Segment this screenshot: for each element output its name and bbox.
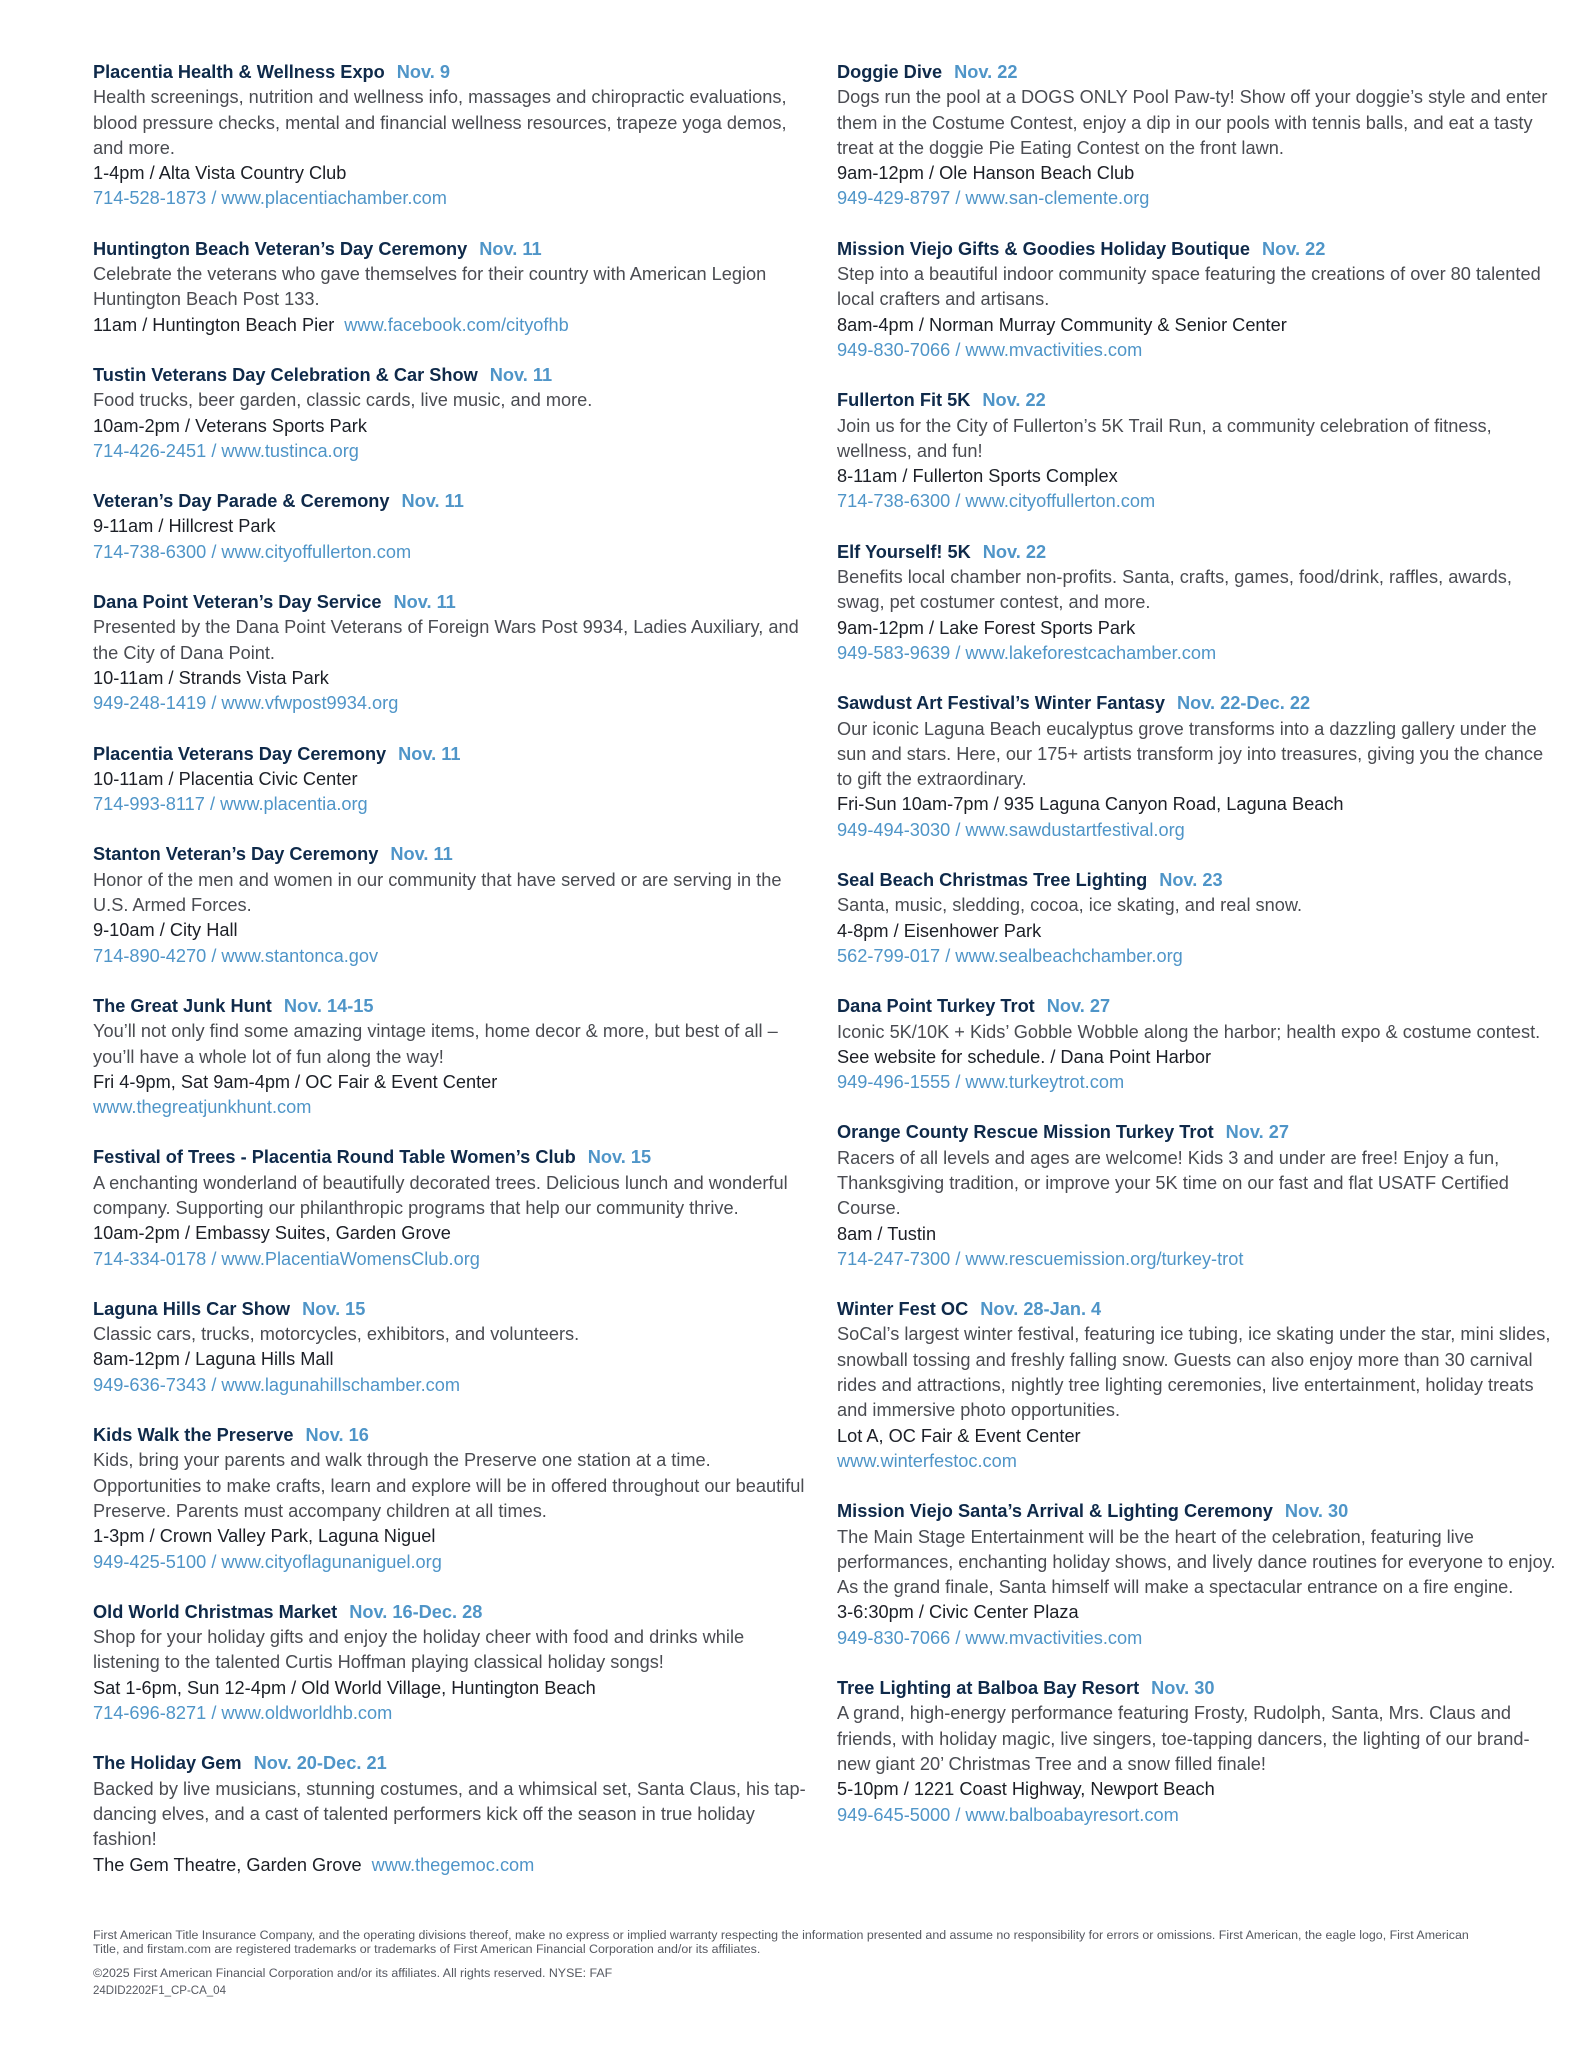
event-time-location bbox=[837, 1777, 1557, 1802]
event-contact-link[interactable]: 949-425-5100 / www.cityoflagunaniguel.org bbox=[93, 1551, 442, 1572]
event-description: You’ll not only find some amazing vintage items, home decor & more, but best of all – you’ll have a whole lot of fun along the way! bbox=[93, 1021, 778, 1067]
event-date: Nov. 14-15 bbox=[283, 995, 374, 1016]
event-heading bbox=[93, 1600, 810, 1625]
event-info-text: 8am-12pm / Laguna Hills Mall bbox=[93, 1349, 334, 1370]
event-info-text: 9am-12pm / Ole Hanson Beach Club bbox=[837, 163, 1135, 184]
footer-disclaimer: First American Title Insurance Company, and the operating divisions thereof, make no express or implied warranty respecting the information presented and assume no responsibility for errors or omissions. First American, the eagle logo, First American Title, and firstam.com are registered trademarks or trademarks of First American Financial Corporation and/or its affiliates. bbox=[93, 1928, 1469, 1956]
event-contact-link[interactable]: 714-993-8117 / www.placentia.org bbox=[93, 794, 368, 815]
event-title: The Great Junk Hunt bbox=[93, 995, 272, 1016]
event-title: Orange County Rescue Mission Turkey Trot bbox=[837, 1122, 1214, 1143]
event-time-location bbox=[837, 616, 1557, 641]
event-title: Kids Walk the Preserve bbox=[93, 1425, 294, 1446]
event-title: Mission Viejo Gifts & Goodies Holiday Boutique bbox=[837, 238, 1250, 259]
event-item bbox=[93, 590, 810, 716]
event-info-text: 5-10pm / 1221 Coast Highway, Newport Beach bbox=[837, 1779, 1215, 1800]
footer bbox=[93, 1928, 1493, 2008]
event-description: Join us for the City of Fullerton’s 5K Trail Run, a community celebration of fitness, wellness, and fun! bbox=[837, 415, 1492, 461]
event-info-text: 9-11am / Hillcrest Park bbox=[93, 516, 276, 537]
event-contact-link[interactable]: 949-636-7343 / www.lagunahillschamber.com bbox=[93, 1374, 460, 1395]
event-title: Placentia Health & Wellness Expo bbox=[93, 62, 385, 82]
event-description: Shop for your holiday gifts and enjoy the holiday cheer with food and drinks while listening to the talented Curtis Hoffman playing classical holiday songs! bbox=[93, 1627, 745, 1673]
event-description: Celebrate the veterans who gave themselves for their country with American Legion Huntington Beach Post 133. bbox=[93, 264, 767, 310]
event-info-text: 4-8pm / Eisenhower Park bbox=[837, 920, 1042, 941]
event-item bbox=[837, 1499, 1557, 1651]
event-title: Dana Point Turkey Trot bbox=[837, 996, 1035, 1017]
event-date: Nov. 16 bbox=[305, 1425, 369, 1446]
event-date: Nov. 30 bbox=[1284, 1501, 1349, 1522]
event-time-location bbox=[93, 313, 810, 338]
event-description: A enchanting wonderland of beautifully decorated trees. Delicious lunch and wonderful company. Supporting our philanthropic programs that help our community thrive. bbox=[93, 1172, 788, 1218]
event-info-text: 9am-12pm / Lake Forest Sports Park bbox=[837, 617, 1136, 638]
event-time-location bbox=[93, 1524, 810, 1549]
event-title: Tustin Veterans Day Celebration & Car Show bbox=[93, 364, 478, 385]
event-title: Winter Fest OC bbox=[837, 1299, 969, 1320]
left-column bbox=[93, 60, 810, 1903]
event-item bbox=[837, 237, 1557, 363]
event-heading bbox=[837, 388, 1557, 413]
event-description: SoCal’s largest winter festival, featuring ice tubing, ice skating under the star, mini slides, snowball tossing and freshly falling snow. Guests can also enjoy more than 30 carnival rides and attractions, nightly tree lighting ceremonies, live entertainment, holiday treats and immersive photo opportunities. bbox=[837, 1324, 1551, 1421]
event-title: The Holiday Gem bbox=[93, 1753, 242, 1774]
event-description: Presented by the Dana Point Veterans of Foreign Wars Post 9934, Ladies Auxiliary, and the City of Dana Point. bbox=[93, 617, 799, 663]
event-time-location bbox=[93, 1676, 810, 1701]
event-item bbox=[93, 994, 810, 1120]
event-date: Nov. 22 bbox=[1261, 238, 1326, 259]
event-description: Benefits local chamber non-profits. Santa, crafts, games, food/drink, raffles, awards, swag, pet costumer contest, and more. bbox=[837, 567, 1512, 613]
event-item bbox=[93, 60, 810, 212]
event-contact-link[interactable]: 949-429-8797 / www.san-clemente.org bbox=[837, 188, 1150, 209]
event-date: Nov. 16-Dec. 28 bbox=[349, 1601, 483, 1622]
event-time-location bbox=[93, 161, 810, 186]
event-info-text: Sat 1-6pm, Sun 12-4pm / Old World Village, Huntington Beach bbox=[93, 1677, 596, 1698]
event-heading bbox=[93, 1297, 810, 1322]
event-title: Elf Yourself! 5K bbox=[837, 541, 971, 562]
event-contact-link[interactable]: 714-426-2451 / www.tustinca.org bbox=[93, 440, 359, 461]
event-contact-link[interactable]: 714-890-4270 / www.stantonca.gov bbox=[93, 945, 379, 966]
event-item bbox=[837, 994, 1557, 1095]
event-contact-link[interactable]: 949-645-5000 / www.balboabayresort.com bbox=[837, 1804, 1179, 1825]
event-date: Nov. 30 bbox=[1151, 1678, 1215, 1699]
event-info-text: See website for schedule. / Dana Point Harbor bbox=[837, 1046, 1212, 1067]
event-contact-link[interactable]: 949-496-1555 / www.turkeytrot.com bbox=[837, 1072, 1125, 1093]
event-description: Dogs run the pool at a DOGS ONLY Pool Paw-ty! Show off your doggie’s style and enter them in the Costume Contest, enjoy a dip in our pools with tennis balls, and eat a tasty treat at the doggie Pie Eating Contest on the front lawn. bbox=[837, 87, 1548, 158]
event-description: Health screenings, nutrition and wellness info, massages and chiropractic evaluations, blood pressure checks, mental and financial wellness resources, trapeze yoga demos, and more. bbox=[93, 87, 787, 158]
event-heading bbox=[93, 1145, 810, 1170]
event-date: Nov. 23 bbox=[1159, 870, 1223, 891]
event-title: Tree Lighting at Balboa Bay Resort bbox=[837, 1678, 1140, 1699]
event-heading bbox=[93, 1423, 810, 1448]
event-info-text: 3-6:30pm / Civic Center Plaza bbox=[837, 1602, 1079, 1623]
event-info-text: The Gem Theatre, Garden Grove bbox=[93, 1854, 362, 1875]
event-info-text: 10am-2pm / Veterans Sports Park bbox=[93, 415, 367, 436]
event-time-location bbox=[837, 1424, 1557, 1449]
event-title: Old World Christmas Market bbox=[93, 1601, 338, 1622]
event-time-location bbox=[93, 1070, 810, 1095]
event-contact-link[interactable]: 949-494-3030 / www.sawdustartfestival.org bbox=[837, 819, 1185, 840]
event-time-location bbox=[837, 161, 1557, 186]
event-date: Nov. 11 bbox=[401, 491, 464, 512]
event-item bbox=[93, 489, 810, 565]
event-item bbox=[93, 363, 810, 464]
event-heading bbox=[837, 1297, 1557, 1322]
event-item bbox=[93, 237, 810, 338]
event-item bbox=[837, 868, 1557, 969]
event-time-location bbox=[93, 767, 810, 792]
event-date: Nov. 15 bbox=[302, 1298, 366, 1319]
event-date: Nov. 22 bbox=[982, 390, 1046, 411]
event-item bbox=[837, 1676, 1557, 1828]
event-info-text: 1-4pm / Alta Vista Country Club bbox=[93, 163, 347, 184]
event-description: Kids, bring your parents and walk through the Preserve one station at a time. Opportunities to make crafts, learn and explore will be in offered throughout our beautiful Preserve. Parents must accompany children at all times. bbox=[93, 1450, 805, 1521]
event-heading bbox=[837, 994, 1557, 1019]
event-item bbox=[837, 60, 1557, 212]
event-description: Backed by live musicians, stunning costumes, and a whimsical set, Santa Claus, his tap-dancing elves, and a cast of talented performers kick off the season in true holiday fashion! bbox=[93, 1778, 806, 1850]
footer-copyright: ©2025 First American Financial Corporation and/or its affiliates. All rights reserved. NYSE: FAF bbox=[93, 1966, 613, 1980]
right-column bbox=[837, 60, 1557, 1853]
event-contact-link[interactable]: 562-799-017 / www.sealbeachchamber.org bbox=[837, 945, 1183, 966]
event-contact-link[interactable]: 714-334-0178 / www.PlacentiaWomensClub.org bbox=[93, 1248, 480, 1269]
event-time-location bbox=[837, 464, 1557, 489]
event-contact-link[interactable]: 949-583-9639 / www.lakeforestcachamber.com bbox=[837, 642, 1217, 663]
event-description: A grand, high-energy performance featuring Frosty, Rudolph, Santa, Mrs. Claus and friends, with holiday magic, live singers, toe-tapping dancers, the lighting of our brand-new giant 20’ Christmas Tree and a snow filled finale! bbox=[837, 1703, 1530, 1774]
event-item bbox=[93, 1423, 810, 1575]
event-contact-link[interactable]: 714-738-6300 / www.cityoffullerton.com bbox=[93, 541, 412, 562]
event-time-location bbox=[837, 313, 1557, 338]
event-time-location bbox=[93, 666, 810, 691]
event-date: Nov. 9 bbox=[396, 62, 451, 82]
event-contact-link[interactable]: 714-528-1873 / www.placentiachamber.com bbox=[93, 188, 447, 209]
event-date: Nov. 11 bbox=[398, 743, 461, 764]
event-heading bbox=[837, 691, 1557, 716]
event-title: Festival of Trees - Placentia Round Table Women’s Club bbox=[93, 1147, 576, 1168]
event-date: Nov. 27 bbox=[1046, 996, 1111, 1017]
event-date: Nov. 20-Dec. 21 bbox=[253, 1753, 387, 1774]
event-description: Food trucks, beer garden, classic cards, live music, and more. bbox=[93, 390, 593, 411]
event-info-text: 10am-2pm / Embassy Suites, Garden Grove bbox=[93, 1223, 451, 1244]
event-time-location bbox=[93, 1347, 810, 1372]
event-heading bbox=[93, 60, 810, 85]
event-website-link[interactable]: www.facebook.com/cityofhb bbox=[344, 314, 569, 335]
event-date: Nov. 22 bbox=[954, 62, 1018, 82]
event-description: The Main Stage Entertainment will be the heart of the celebration, featuring live performances, enchanting holiday shows, and lively dance routines for everyone to enjoy. As the grand finale, Santa himself will make a spectacular entrance on a fire engine. bbox=[837, 1526, 1556, 1598]
event-time-location bbox=[93, 1853, 810, 1878]
event-contact-link[interactable]: 949-248-1419 / www.vfwpost9934.org bbox=[93, 693, 399, 714]
event-time-location bbox=[837, 1600, 1557, 1625]
event-time-location bbox=[93, 1221, 810, 1246]
event-heading bbox=[93, 742, 810, 767]
event-heading bbox=[93, 489, 810, 514]
event-heading bbox=[93, 363, 810, 388]
event-contact-link[interactable]: 949-830-7066 / www.mvactivities.com bbox=[837, 339, 1143, 360]
event-date: Nov. 11 bbox=[390, 844, 453, 865]
event-item bbox=[837, 540, 1557, 666]
event-title: Seal Beach Christmas Tree Lighting bbox=[837, 870, 1148, 891]
footer-code: 24DID2202F1_CP-CA_04 bbox=[93, 1985, 226, 1997]
event-heading bbox=[837, 1676, 1557, 1701]
event-contact-link[interactable]: 949-830-7066 / www.mvactivities.com bbox=[837, 1627, 1143, 1648]
event-item bbox=[93, 1600, 810, 1726]
event-contact-link[interactable]: www.thegreatjunkhunt.com bbox=[93, 1097, 312, 1118]
event-date: Nov. 11 bbox=[489, 364, 553, 385]
event-info-text: 9-10am / City Hall bbox=[93, 920, 238, 941]
event-info-text: 8-11am / Fullerton Sports Complex bbox=[837, 466, 1118, 487]
event-item bbox=[93, 742, 810, 818]
event-title: Doggie Dive bbox=[837, 62, 943, 82]
event-heading bbox=[93, 994, 810, 1019]
event-description: Honor of the men and women in our community that have served or are serving in the U.S. Armed Forces. bbox=[93, 869, 782, 916]
event-info-text: Lot A, OC Fair & Event Center bbox=[837, 1425, 1081, 1446]
event-description: Classic cars, trucks, motorcycles, exhibitors, and volunteers. bbox=[93, 1324, 580, 1345]
event-info-text: 8am / Tustin bbox=[837, 1223, 937, 1244]
event-date: Nov. 28-Jan. 4 bbox=[980, 1299, 1102, 1320]
event-item bbox=[93, 842, 810, 968]
event-heading bbox=[837, 1499, 1557, 1524]
event-info-text: 10-11am / Strands Vista Park bbox=[93, 667, 329, 688]
event-info-text: 11am / Huntington Beach Pier bbox=[93, 314, 335, 335]
event-item bbox=[93, 1297, 810, 1398]
event-time-location bbox=[837, 919, 1557, 944]
event-title: Stanton Veteran’s Day Ceremony bbox=[93, 844, 379, 865]
event-info-text: Fri 4-9pm, Sat 9am-4pm / OC Fair & Event Center bbox=[93, 1071, 498, 1092]
event-date: Nov. 11 bbox=[479, 238, 542, 259]
event-description: Our iconic Laguna Beach eucalyptus grove transforms into a dazzling gallery under the sun and stars. Here, our 175+ artists transform joy into treasures, giving you the chance to gift the extraordinary. bbox=[837, 718, 1544, 790]
event-description: Iconic 5K/10K + Kids’ Gobble Wobble along the harbor; health expo & costume contest. bbox=[837, 1021, 1541, 1042]
event-info-text: 1-3pm / Crown Valley Park, Laguna Niguel bbox=[93, 1526, 436, 1547]
event-time-location bbox=[837, 792, 1557, 817]
event-description: Step into a beautiful indoor community space featuring the creations of over 80 talented local crafters and artisans. bbox=[837, 264, 1541, 310]
event-contact-link[interactable]: www.winterfestoc.com bbox=[837, 1450, 1017, 1471]
event-title: Huntington Beach Veteran’s Day Ceremony bbox=[93, 238, 468, 259]
event-description: Racers of all levels and ages are welcome! Kids 3 and under are free! Enjoy a fun, Thanksgiving tradition, or improve your 5K time on our fast and flat USATF Certified Course. bbox=[837, 1147, 1509, 1219]
event-item bbox=[93, 1751, 810, 1877]
event-website-link[interactable]: www.thegemoc.com bbox=[371, 1854, 535, 1875]
event-time-location bbox=[93, 514, 810, 539]
event-title: Laguna Hills Car Show bbox=[93, 1298, 291, 1319]
event-heading bbox=[93, 1751, 810, 1776]
event-title: Dana Point Veteran’s Day Service bbox=[93, 592, 382, 613]
event-heading bbox=[837, 60, 1557, 85]
event-time-location bbox=[837, 1222, 1557, 1247]
event-info-text: 8am-4pm / Norman Murray Community & Senior Center bbox=[837, 314, 1287, 335]
event-contact-link[interactable]: 714-247-7300 / www.rescuemission.org/turkey-trot bbox=[837, 1248, 1244, 1269]
event-heading bbox=[837, 868, 1557, 893]
event-date: Nov. 11 bbox=[393, 592, 456, 613]
event-description: Santa, music, sledding, cocoa, ice skating, and real snow. bbox=[837, 895, 1303, 916]
event-date: Nov. 15 bbox=[587, 1147, 652, 1168]
event-heading bbox=[93, 842, 810, 867]
event-heading bbox=[93, 237, 810, 262]
event-date: Nov. 27 bbox=[1225, 1122, 1289, 1143]
event-heading bbox=[837, 1120, 1557, 1145]
event-title: Mission Viejo Santa’s Arrival & Lighting Ceremony bbox=[837, 1501, 1273, 1522]
event-info-text: 10-11am / Placentia Civic Center bbox=[93, 768, 358, 789]
event-item bbox=[837, 691, 1557, 843]
event-contact-link[interactable]: 714-696-8271 / www.oldworldhb.com bbox=[93, 1703, 393, 1724]
event-time-location bbox=[93, 414, 810, 439]
event-title: Veteran’s Day Parade & Ceremony bbox=[93, 491, 390, 512]
event-date: Nov. 22-Dec. 22 bbox=[1176, 693, 1311, 714]
event-time-location bbox=[837, 1045, 1557, 1070]
event-item bbox=[837, 1120, 1557, 1272]
event-item bbox=[837, 388, 1557, 514]
event-heading bbox=[837, 540, 1557, 565]
event-heading bbox=[93, 590, 810, 615]
event-title: Placentia Veterans Day Ceremony bbox=[93, 743, 387, 764]
event-heading bbox=[837, 237, 1557, 262]
event-title: Fullerton Fit 5K bbox=[837, 390, 971, 411]
event-time-location bbox=[93, 918, 810, 943]
event-item bbox=[837, 1297, 1557, 1474]
event-item bbox=[93, 1145, 810, 1271]
event-title: Sawdust Art Festival’s Winter Fantasy bbox=[837, 693, 1165, 714]
event-contact-link[interactable]: 714-738-6300 / www.cityoffullerton.com bbox=[837, 491, 1156, 512]
event-info-text: Fri-Sun 10am-7pm / 935 Laguna Canyon Road, Laguna Beach bbox=[837, 794, 1344, 815]
event-date: Nov. 22 bbox=[982, 541, 1047, 562]
